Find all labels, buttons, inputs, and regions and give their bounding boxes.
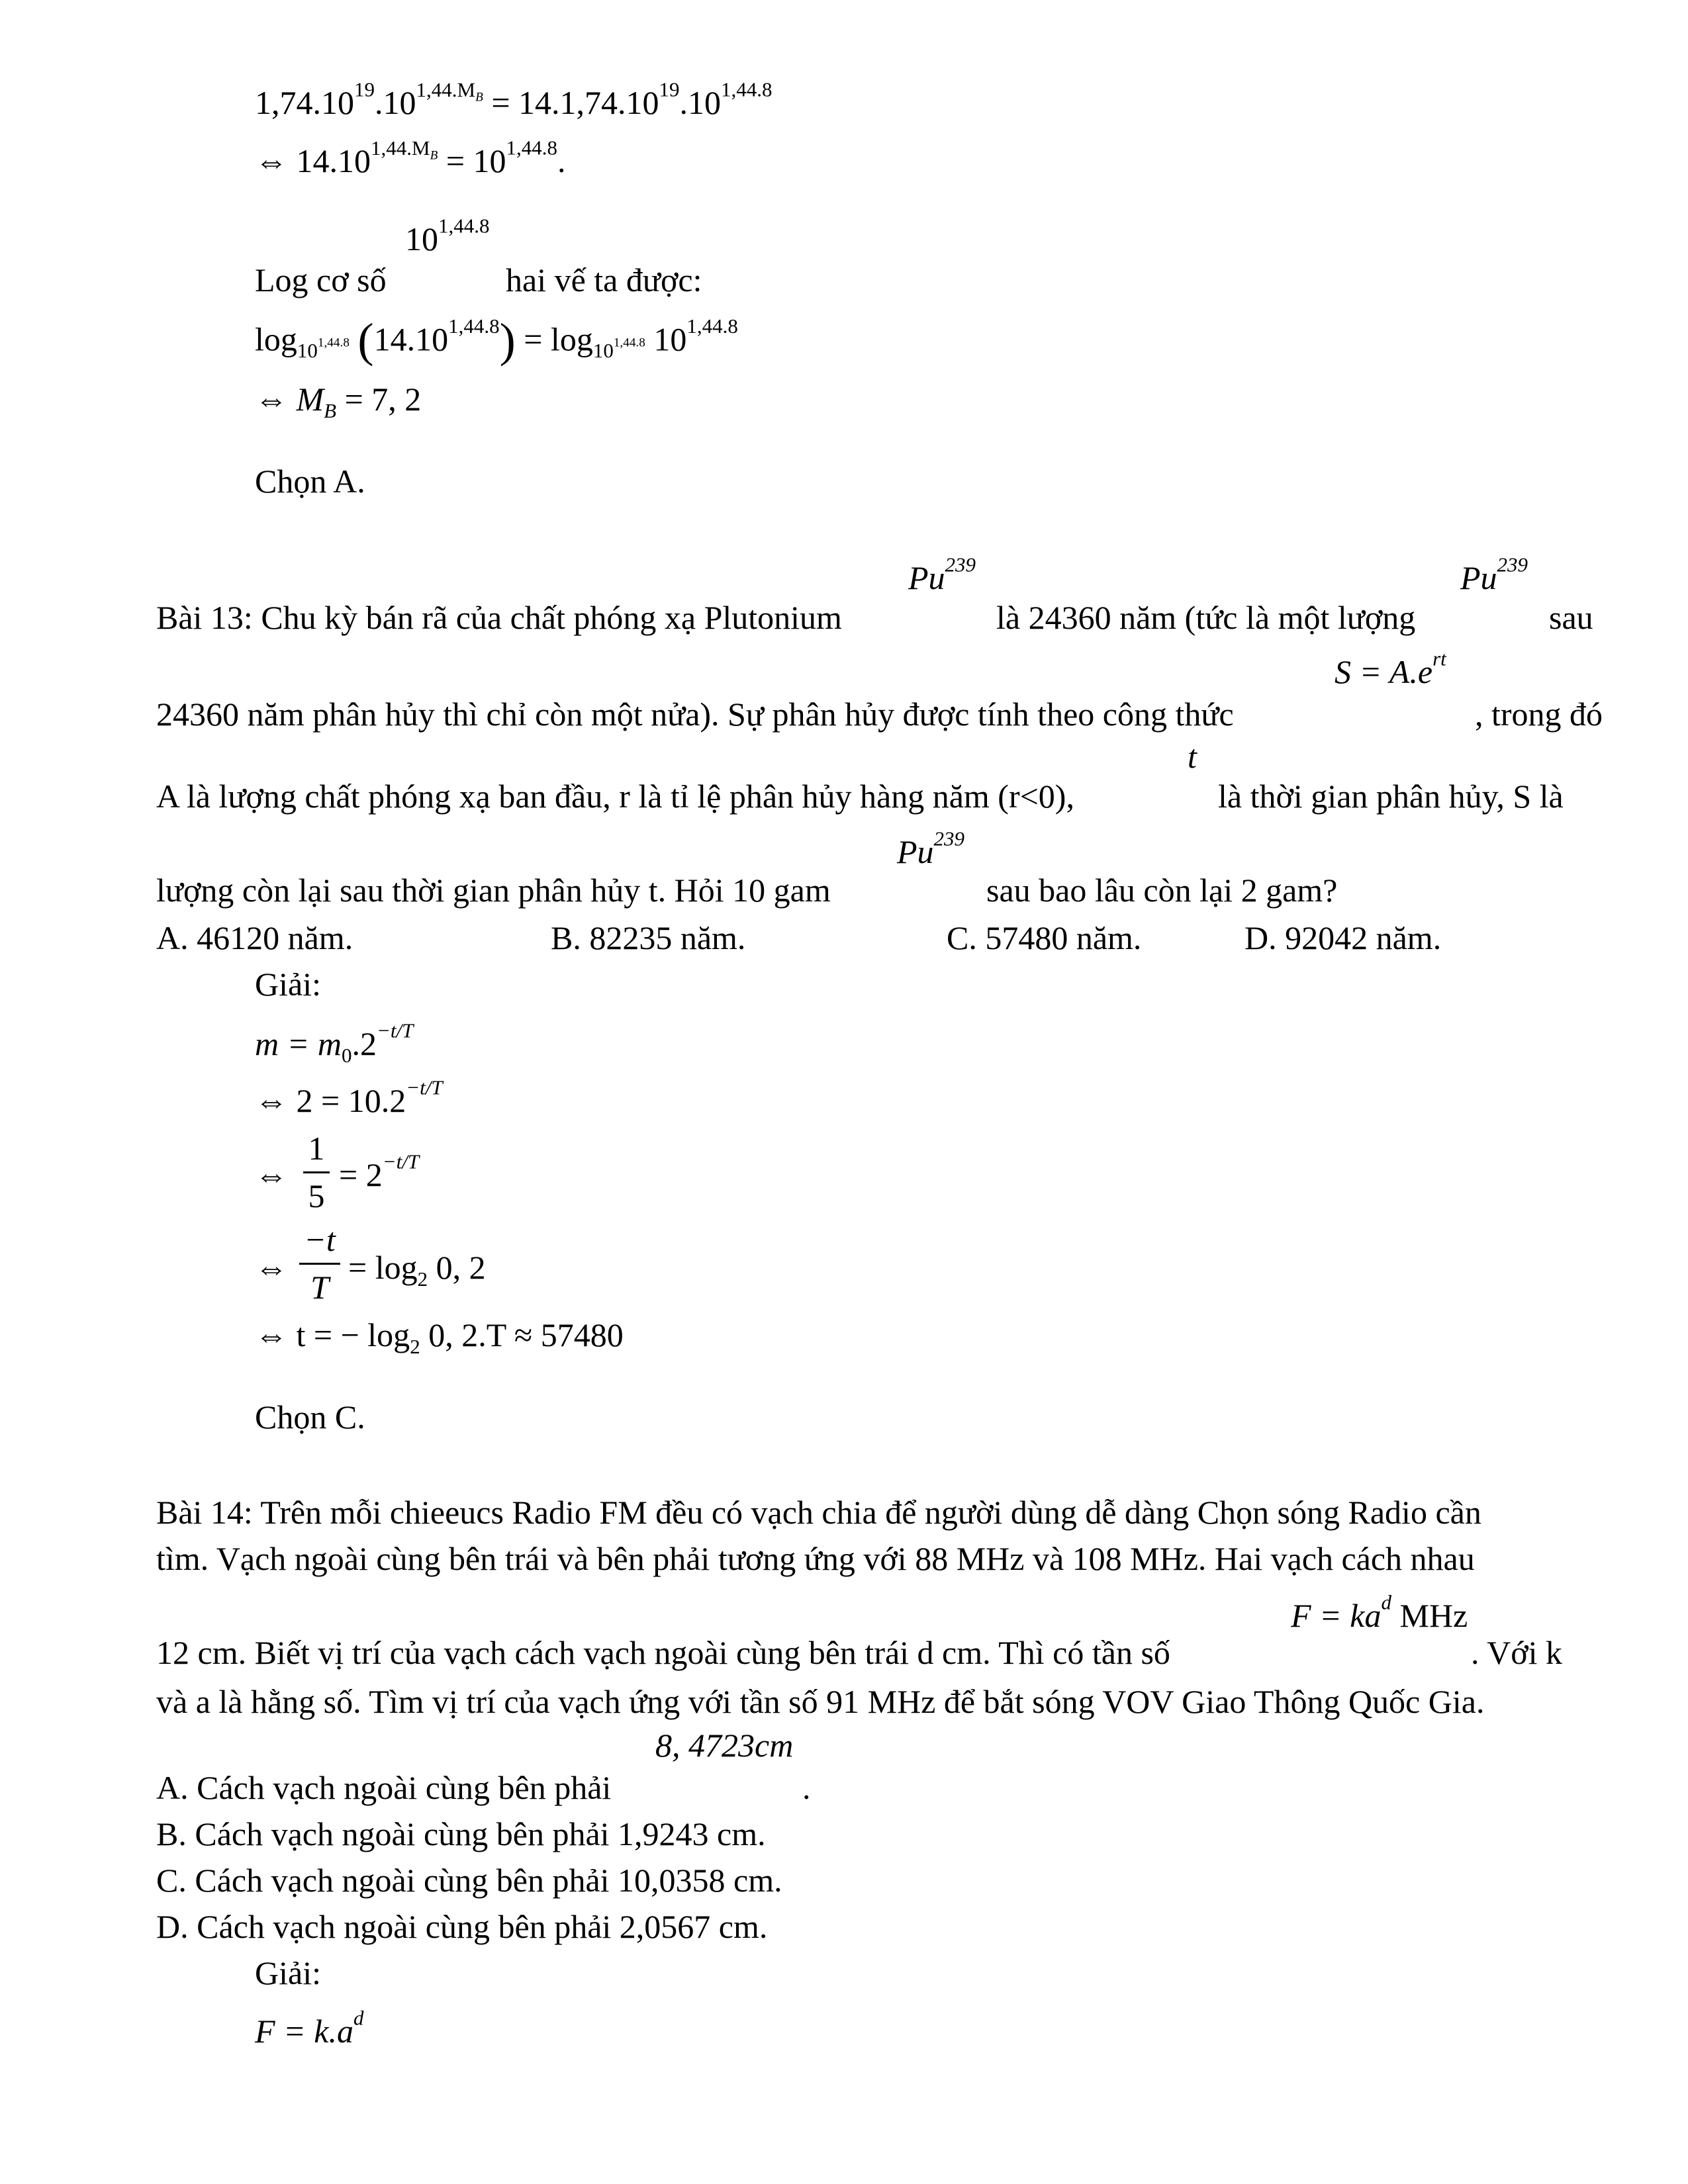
bai13-line4-left: lượng còn lại sau thời gian phân hủy t. Hỏi 10 gam [156, 872, 831, 909]
bai14-line1: Bài 14: Trên mỗi chieeucs Radio FM đều có vạch chia để người dùng dễ dàng Chọn sóng Radio cần [156, 1494, 1481, 1531]
bai13-line2-right: , trong đó [1475, 696, 1603, 733]
bai13-line3-left: A là lượng chất phóng xạ ban đầu, r là tỉ lệ phân hủy hàng năm (r<0), [156, 778, 1074, 815]
bai13-sol-3-den: 5 [308, 1177, 325, 1214]
bai13-sol-4-eq: = $\log_2 0$, 2 [348, 1249, 486, 1291]
eq-line-2: ⇔ $14.10^{1,44.M_B} = 10^{1,44.8}$. [255, 136, 566, 179]
bai14-option-a-end: . [802, 1769, 811, 1806]
bai13-sol-1: $m = m_0.2^{-t/T}$ [255, 1019, 414, 1067]
bai14-option-d: D. Cách vạch ngoài cùng bên phải 2,0567 cm. [156, 1908, 768, 1945]
bai13-sol-3-eq: = $2^{-t/T}$ [339, 1150, 420, 1193]
bai14-line3-left: 12 cm. Biết vị trí của vạch cách vạch ngoài cùng bên trái d cm. Thì có tần số [156, 1634, 1170, 1671]
log-text-left: Log cơ số [255, 261, 387, 298]
decay-formula: $S = A.e^{rt}$ [1335, 647, 1446, 690]
eq-line-4: ⇔ $M_B = 7$, 2 [255, 381, 422, 422]
bai13-line3-right: là thời gian phân hủy, S là [1218, 778, 1564, 815]
bai14-option-b: B. Cách vạch ngoài cùng bên phải 1,9243 cm. [156, 1815, 766, 1852]
bai13-sol-3-pre: ⇔ [255, 1156, 288, 1193]
bai13-line1-mid: là 24360 năm (tức là một lượng [996, 599, 1416, 636]
t-label: t [1188, 738, 1197, 775]
bai13-sol-4-den: T [310, 1269, 329, 1306]
bai13-line1-right: sau [1549, 599, 1593, 636]
bai14-optA-value: 8, 4723cm [655, 1727, 794, 1764]
bai13-line1-left: Bài 13: Chu kỳ bán rã của chất phóng xạ Plutonium [156, 599, 842, 636]
bai13-sol-5: ⇔ t = − $\log_2 0$, 2.T ≈ 57480 [255, 1316, 624, 1358]
log-text-right: hai vế ta được: [506, 261, 702, 298]
bai13-option-c: C. 57480 năm. [947, 919, 1142, 956]
bai13-line2-left: 24360 năm phân hủy thì chỉ còn một nửa). Sự phân hủy được tính theo công thức [156, 696, 1234, 733]
bai14-line2: tìm. Vạch ngoài cùng bên trái và bên phải tương ứng với 88 MHz và 108 MHz. Hai vạch cách nhau [156, 1540, 1475, 1577]
bai14-solution-label: Giải: [255, 1954, 321, 1991]
pu-label-2: Pu$^{239}$ [1460, 553, 1528, 596]
eq-line-1: $1,74.10^{19}.10^{1,44.M_B} = 14.1,74.10^{19}.10^{1,44.8}$ [255, 77, 773, 121]
bai14-option-a: A. Cách vạch ngoài cùng bên phải [156, 1769, 612, 1806]
pu-label-1: Pu$^{239}$ [908, 553, 976, 596]
bai14-sol-1: $F = k.a^d$ [255, 2006, 364, 2050]
bai13-sol-4-pre: ⇔ [255, 1249, 288, 1286]
choose-a: Chọn A. [255, 463, 365, 500]
bai13-solution-label: Giải: [255, 966, 321, 1003]
bai14-line3-right: . Với k [1471, 1634, 1563, 1671]
bai13-option-d: D. 92042 năm. [1244, 919, 1442, 956]
log-base-label: $10^{1,44.8}$ [405, 214, 490, 257]
bai13-sol-3-bar [303, 1171, 330, 1173]
bai14-option-c: C. Cách vạch ngoài cùng bên phải 10,0358 cm. [156, 1862, 782, 1899]
bai13-sol-2: ⇔ $2 = 10.2^{-t/T}$ [255, 1075, 443, 1119]
bai14-line4: và a là hằng số. Tìm vị trí của vạch ứng với tần số 91 MHz để bắt sóng VOV Giao Thông Quốc Gia. [156, 1683, 1485, 1720]
bai13-line4-right: sau bao lâu còn lại 2 gam? [986, 872, 1338, 909]
bai13-sol-3-num: 1 [308, 1130, 325, 1167]
eq-line-3: $\log_{10^{1,44.8}} (14.10^{1,44.8}) = \log_{10^{1,44.8}} 10^{1,44.8}$ [255, 313, 738, 367]
choose-c: Chọn C. [255, 1398, 365, 1435]
pu-label-3: Pu$^{239}$ [897, 827, 965, 870]
bai13-option-b: B. 82235 năm. [551, 919, 746, 956]
bai13-sol-4-num: −t [304, 1221, 336, 1258]
bai13-sol-4-bar [299, 1263, 340, 1265]
freq-formula: $F = ka^d$ MHz [1291, 1590, 1468, 1634]
bai13-option-a: A. 46120 năm. [156, 919, 353, 956]
